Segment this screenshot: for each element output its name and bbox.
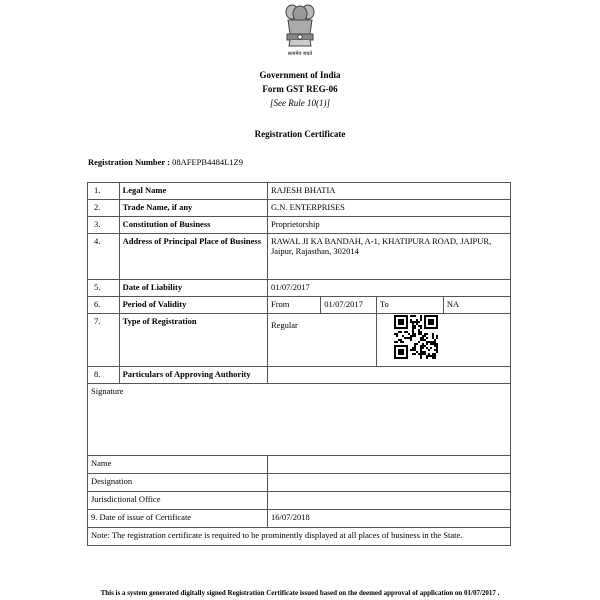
signature-label: Signature [88, 384, 511, 456]
approving-authority-value [267, 367, 510, 384]
qr-code-icon [394, 315, 438, 359]
liability-date-label: Date of Liability [119, 280, 267, 297]
issue-date-label: 9. Date of issue of Certificate [88, 510, 268, 528]
table-row [88, 456, 511, 474]
ashoka-emblem-icon [276, 2, 324, 60]
registration-number [88, 157, 243, 167]
registration-number-value: 08AFEPB4484L1Z9 [172, 157, 243, 167]
table-row [88, 280, 511, 297]
row-number: 6. [88, 297, 120, 314]
table-row [88, 474, 511, 492]
legal-name-label: Legal Name [119, 183, 267, 200]
approving-authority-label: Particulars of Approving Authority [119, 367, 267, 384]
certificate-title: Registration Certificate [254, 129, 346, 139]
legal-name-value: RAJESH BHATIA [267, 183, 510, 200]
table-row [88, 297, 511, 314]
table-row [88, 217, 511, 234]
designation-value [267, 474, 510, 492]
table-row [88, 314, 511, 367]
address-label: Address of Principal Place of Business [119, 234, 267, 280]
jurisdictional-office-value [267, 492, 510, 510]
designation-label: Designation [88, 474, 268, 492]
issue-date-value: 16/07/2018 [267, 510, 510, 528]
certificate-table [87, 182, 511, 546]
table-row [88, 183, 511, 200]
row-number: 8. [88, 367, 120, 384]
table-row [88, 510, 511, 528]
signature-row [88, 384, 511, 456]
government-heading: Government of India [259, 70, 341, 80]
table-row [88, 492, 511, 510]
registration-type-value: Regular [267, 314, 376, 367]
liability-date-value: 01/07/2017 [267, 280, 510, 297]
validity-to-label: To [376, 297, 443, 314]
row-number: 7. [88, 314, 120, 367]
trade-name-label: Trade Name, if any [119, 200, 267, 217]
emblem-motto: सत्यमेव जयते [287, 51, 313, 57]
note-row [88, 528, 511, 546]
table-row [88, 234, 511, 280]
trade-name-value: G.N. ENTERPRISES [267, 200, 510, 217]
validity-to-value: NA [443, 297, 510, 314]
row-number: 3. [88, 217, 120, 234]
row-number: 5. [88, 280, 120, 297]
validity-from-value: 01/07/2017 [321, 297, 377, 314]
rule-reference: [See Rule 10(1)] [270, 98, 330, 108]
row-number: 4. [88, 234, 120, 280]
registration-number-label: Registration Number : [88, 157, 170, 167]
row-number: 2. [88, 200, 120, 217]
form-heading: Form GST REG-06 [262, 84, 338, 94]
table-row [88, 367, 511, 384]
constitution-label: Constitution of Business [119, 217, 267, 234]
jurisdictional-office-label: Jurisdictional Office [88, 492, 268, 510]
registration-type-label: Type of Registration [119, 314, 267, 367]
constitution-value: Proprietorship [267, 217, 510, 234]
row-number: 1. [88, 183, 120, 200]
table-row [88, 200, 511, 217]
address-value: RAWAL JI KA BANDAH, A-1, KHATIPURA ROAD, JAIPUR, Jaipur, Rajasthan, 302014 [267, 234, 510, 280]
name-value [267, 456, 510, 474]
qr-cell [376, 314, 510, 367]
name-label: Name [88, 456, 268, 474]
validity-from-label: From [267, 297, 320, 314]
validity-label: Period of Validity [119, 297, 267, 314]
system-generated-footnote: This is a system generated digitally signed Registration Certificate issued based on the deemed approval of application on 01/07/2017 . [100, 589, 500, 597]
display-note: Note: The registration certificate is required to be prominently displayed at all places of business in the State. [88, 528, 511, 546]
